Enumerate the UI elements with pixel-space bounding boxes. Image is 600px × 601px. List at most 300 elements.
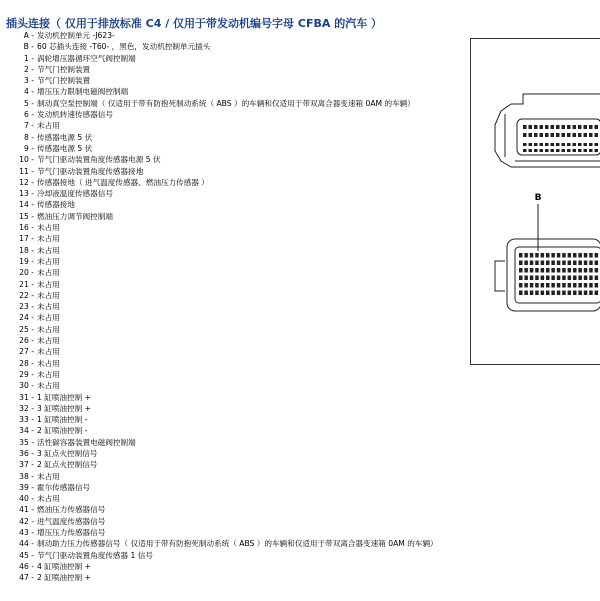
pin-list — [0, 30, 465, 584]
pin-description: 3 缸喷油控制 + — [37, 403, 91, 413]
connector-b-outline — [495, 239, 600, 311]
pin-cell — [551, 283, 555, 288]
pin-cell — [595, 291, 599, 296]
pin-cell — [551, 149, 555, 152]
pin-row — [0, 312, 465, 323]
pin-description: 3 缸点火控制信号 — [37, 448, 98, 458]
pin-cell — [535, 268, 539, 273]
pin-row — [0, 199, 465, 210]
pin-cell — [584, 261, 588, 266]
pin-cell — [519, 283, 523, 288]
pin-number: 17 - — [19, 234, 34, 244]
connector-b-pins — [519, 253, 598, 295]
pin-cell — [551, 268, 555, 273]
pin-cell — [589, 149, 593, 152]
pin-cell — [546, 291, 550, 296]
pin-cell — [551, 291, 555, 296]
pin-description: 增压压力限制电磁阀控制端 — [37, 87, 129, 97]
pin-cell — [556, 149, 560, 152]
pin-description: 未占用 — [37, 336, 60, 346]
pin-number: 44 - — [19, 539, 34, 549]
pin-description: 60 芯插头连接 -T60- ，黑色，发动机控制单元插头 — [37, 42, 211, 52]
pin-cell — [584, 283, 588, 288]
pin-cell — [578, 253, 582, 258]
pin-row — [0, 211, 465, 222]
pin-cell — [573, 133, 577, 137]
pin-row — [0, 414, 465, 425]
pin-row — [0, 267, 465, 278]
pin-cell — [535, 276, 539, 281]
pin-cell — [541, 261, 545, 266]
pin-cell — [530, 276, 534, 281]
pin-row — [0, 538, 465, 549]
pin-cell — [573, 253, 577, 258]
pin-cell — [589, 253, 593, 258]
pin-cell — [530, 291, 534, 296]
pin-cell — [551, 143, 555, 146]
pin-number: 21 - — [19, 279, 34, 289]
pin-description: 涡轮增压器循环空气阀控制端 — [37, 53, 136, 63]
pin-cell — [595, 133, 599, 137]
pin-description: 未占用 — [37, 121, 60, 131]
pin-cell — [578, 261, 582, 266]
pin-description: 未占用 — [37, 324, 60, 334]
page-title: 插头连接（ 仅用于排放标准 C4 / 仅用于带发动机编号字母 CFBA 的汽车 ） — [6, 17, 383, 30]
pin-number: 12 - — [19, 177, 34, 187]
pin-row — [0, 471, 465, 482]
pin-cell — [578, 276, 582, 281]
pin-cell — [578, 149, 582, 152]
pin-cell — [534, 143, 538, 146]
pin-row — [0, 493, 465, 504]
pin-cell — [562, 268, 566, 273]
pin-cell — [573, 291, 577, 296]
pin-cell — [535, 283, 539, 288]
pin-cell — [557, 253, 561, 258]
pin-cell — [573, 149, 577, 152]
pin-row — [0, 256, 465, 267]
pin-row — [0, 403, 465, 414]
pin-cell — [523, 143, 527, 146]
pin-cell — [562, 133, 566, 137]
pin-number: 18 - — [19, 245, 34, 255]
pin-cell — [584, 133, 588, 137]
pin-description: 2 缸喷油控制 - — [37, 426, 88, 436]
pin-cell — [530, 253, 534, 258]
pin-cell — [551, 125, 555, 129]
pin-cell — [568, 268, 572, 273]
pin-row — [0, 369, 465, 380]
pin-number: 13 - — [19, 189, 34, 199]
pin-number: 16 - — [19, 223, 34, 233]
pin-number: 15 - — [19, 211, 34, 221]
pin-cell — [589, 291, 593, 296]
pin-cell — [589, 143, 593, 146]
pin-cell — [589, 261, 593, 266]
pin-row — [0, 346, 465, 357]
pin-number: 9 - — [24, 143, 34, 153]
pin-number: 14 - — [19, 200, 34, 210]
pin-number: 3 - — [24, 76, 34, 86]
pin-cell — [562, 276, 566, 281]
pin-description: 活性碳容器装置电磁阀控制端 — [37, 437, 136, 447]
pin-number: 22 - — [19, 290, 34, 300]
pin-cell — [519, 276, 523, 281]
pin-cell — [589, 276, 593, 281]
pin-cell — [556, 133, 560, 137]
pin-description: 节气门驱动装置角度传感器 1 信号 — [37, 550, 153, 560]
pin-cell — [540, 133, 544, 137]
pin-number: 39 - — [19, 482, 34, 492]
pin-cell — [557, 276, 561, 281]
pin-row — [0, 358, 465, 369]
pin-number: 40 - — [19, 494, 34, 504]
pin-cell — [584, 291, 588, 296]
pin-cell — [519, 291, 523, 296]
pin-cell — [568, 276, 572, 281]
pin-cell — [584, 253, 588, 258]
pin-cell — [584, 149, 588, 152]
pin-row — [0, 30, 465, 41]
pin-number: 43 - — [19, 528, 34, 538]
pin-cell — [551, 261, 555, 266]
pin-cell — [529, 125, 533, 129]
pin-cell — [541, 276, 545, 281]
pin-number: 36 - — [19, 448, 34, 458]
pin-cell — [557, 268, 561, 273]
pin-row — [0, 437, 465, 448]
pin-row — [0, 448, 465, 459]
pin-cell — [534, 125, 538, 129]
pin-cell — [568, 291, 572, 296]
pin-row — [0, 482, 465, 493]
pin-cell — [562, 261, 566, 266]
pin-cell — [529, 133, 533, 137]
pin-description: 进气温度传感器信号 — [37, 516, 106, 526]
pin-number: 2 - — [24, 64, 34, 74]
pin-cell — [573, 283, 577, 288]
pin-number: 37 - — [19, 460, 34, 470]
pin-cell — [584, 143, 588, 146]
pin-description: 未占用 — [37, 347, 60, 357]
pin-cell — [584, 276, 588, 281]
pin-cell — [519, 261, 523, 266]
pin-description: 发动机转速传感器信号 — [37, 110, 113, 120]
pin-description: 未占用 — [37, 234, 60, 244]
pin-cell — [562, 143, 566, 146]
pin-number: B - — [23, 42, 34, 52]
pin-cell — [573, 143, 577, 146]
pin-description: 4 缸喷油控制 + — [37, 561, 91, 571]
pin-row — [0, 64, 465, 75]
pin-description: 未占用 — [37, 358, 60, 368]
pin-row — [0, 425, 465, 436]
pin-cell — [556, 125, 560, 129]
pin-number: 45 - — [19, 550, 34, 560]
pin-cell — [530, 261, 534, 266]
pin-cell — [530, 268, 534, 273]
pin-cell — [534, 133, 538, 137]
pin-description: 未占用 — [37, 268, 60, 278]
pin-description: 节气门控制装置 — [37, 76, 91, 86]
pin-number: 27 - — [19, 347, 34, 357]
pin-number: 46 - — [19, 561, 34, 571]
pin-cell — [535, 261, 539, 266]
pin-row — [0, 109, 465, 120]
pin-number: 7 - — [24, 121, 34, 131]
pin-cell — [551, 276, 555, 281]
pin-cell — [551, 253, 555, 258]
pin-number: 33 - — [19, 415, 34, 425]
pin-cell — [578, 133, 582, 137]
pin-cell — [523, 149, 527, 152]
pin-cell — [546, 261, 550, 266]
pin-cell — [524, 268, 528, 273]
pin-cell — [584, 125, 588, 129]
pin-row — [0, 392, 465, 403]
pin-cell — [584, 268, 588, 273]
pin-cell — [573, 125, 577, 129]
pin-number: 10 - — [19, 155, 34, 165]
pin-number: 32 - — [19, 403, 34, 413]
pin-cell — [541, 283, 545, 288]
pin-number: 38 - — [19, 471, 34, 481]
pin-cell — [546, 283, 550, 288]
pin-number: 23 - — [19, 302, 34, 312]
pin-cell — [540, 149, 544, 152]
pin-description: 1 缸喷油控制 - — [37, 415, 88, 425]
pin-row — [0, 550, 465, 561]
pin-row — [0, 86, 465, 97]
pin-row — [0, 279, 465, 290]
pin-description: 未占用 — [37, 290, 60, 300]
pin-cell — [562, 125, 566, 129]
pin-cell — [535, 291, 539, 296]
pin-cell — [589, 133, 593, 137]
pin-description: 未占用 — [37, 279, 60, 289]
pin-number: A - — [23, 31, 34, 40]
pin-row — [0, 301, 465, 312]
pin-cell — [546, 268, 550, 273]
pin-cell — [595, 125, 599, 129]
pin-number: 41 - — [19, 505, 34, 515]
pin-number: 29 - — [19, 369, 34, 379]
pin-row — [0, 154, 465, 165]
pin-row — [0, 233, 465, 244]
pin-cell — [557, 291, 561, 296]
pin-cell — [568, 261, 572, 266]
pin-cell — [573, 268, 577, 273]
pin-cell — [595, 261, 599, 266]
pin-description: 未占用 — [37, 313, 60, 323]
pin-description: 传感器电源 5 伏 — [37, 143, 93, 153]
pin-row — [0, 41, 465, 52]
pin-description: 制动真空泵控制端（ 仅适用于带有防抱死制动系统（ ABS ）的车辆和仅适用于带双离合器变速箱 0AM 的车辆） — [37, 98, 415, 108]
pin-cell — [524, 261, 528, 266]
connector-figure — [470, 38, 600, 365]
pin-cell — [541, 268, 545, 273]
pin-cell — [535, 253, 539, 258]
pin-cell — [589, 268, 593, 273]
pin-cell — [523, 133, 527, 137]
pin-description: 节气门驱动装置角度传感器电源 5 伏 — [37, 155, 161, 165]
pin-cell — [530, 283, 534, 288]
pin-cell — [529, 143, 533, 146]
pin-row — [0, 132, 465, 143]
pin-row — [0, 53, 465, 64]
pin-cell — [573, 276, 577, 281]
pin-description: 未占用 — [37, 245, 60, 255]
pin-description: 传感器接地（ 进气温度传感器、燃油压力传感器 ） — [37, 177, 209, 187]
pin-description: 发动机控制单元 -J623- — [37, 31, 115, 40]
pin-cell — [595, 276, 599, 281]
pin-description: 传感器接地 — [37, 200, 75, 210]
pin-cell — [557, 283, 561, 288]
pin-description: 燃油压力调节阀控制端 — [37, 211, 113, 221]
pin-cell — [562, 291, 566, 296]
pin-row — [0, 504, 465, 515]
pin-cell — [567, 125, 571, 129]
connector-b-label: B — [534, 193, 542, 203]
pin-cell — [545, 149, 549, 152]
pin-description: 未占用 — [37, 256, 60, 266]
pin-number: 5 - — [24, 98, 34, 108]
control-unit-pins — [523, 125, 598, 152]
pin-cell — [567, 143, 571, 146]
pin-row — [0, 572, 465, 583]
pin-cell — [524, 283, 528, 288]
pin-cell — [546, 276, 550, 281]
pin-description: 1 缸喷油控制 + — [37, 392, 91, 402]
pin-cell — [541, 253, 545, 258]
pin-row — [0, 290, 465, 301]
pin-cell — [524, 291, 528, 296]
pin-cell — [541, 291, 545, 296]
pin-cell — [578, 268, 582, 273]
pin-cell — [545, 125, 549, 129]
pin-cell — [578, 143, 582, 146]
pin-cell — [578, 291, 582, 296]
pin-cell — [568, 283, 572, 288]
pin-cell — [545, 143, 549, 146]
pin-cell — [595, 253, 599, 258]
pin-cell — [562, 149, 566, 152]
pin-row — [0, 335, 465, 346]
pin-cell — [589, 125, 593, 129]
pin-cell — [595, 283, 599, 288]
pin-cell — [523, 125, 527, 129]
pin-description: 燃油压力传感器信号 — [37, 505, 106, 515]
pin-description: 节气门驱动装置角度传感器接地 — [37, 166, 144, 176]
pin-description: 冷却液温度传感器信号 — [37, 189, 113, 199]
pin-cell — [568, 253, 572, 258]
pin-cell — [556, 143, 560, 146]
pin-number: 11 - — [19, 166, 34, 176]
pin-number: 24 - — [19, 313, 34, 323]
pin-number: 28 - — [19, 358, 34, 368]
pin-row — [0, 459, 465, 470]
pin-cell — [573, 261, 577, 266]
pin-number: 26 - — [19, 336, 34, 346]
pin-description: 未占用 — [37, 471, 60, 481]
pin-cell — [529, 149, 533, 152]
pin-description: 2 缸点火控制信号 — [37, 460, 98, 470]
pin-number: 6 - — [24, 110, 34, 120]
pin-row — [0, 120, 465, 131]
pin-row — [0, 177, 465, 188]
pin-row — [0, 188, 465, 199]
pin-cell — [534, 149, 538, 152]
pin-number: 47 - — [19, 573, 34, 583]
pin-description: 2 缸喷油控制 + — [37, 573, 91, 583]
control-unit-outline — [495, 94, 600, 167]
pin-number: 34 - — [19, 426, 34, 436]
pin-row — [0, 516, 465, 527]
pin-row — [0, 245, 465, 256]
pin-description: 未占用 — [37, 369, 60, 379]
pin-number: 30 - — [19, 381, 34, 391]
pin-number: 20 - — [19, 268, 34, 278]
pin-cell — [524, 276, 528, 281]
pin-row — [0, 166, 465, 177]
pin-row — [0, 324, 465, 335]
pin-cell — [551, 133, 555, 137]
pin-cell — [595, 143, 599, 146]
pin-row — [0, 380, 465, 391]
pin-row — [0, 222, 465, 233]
pin-cell — [562, 283, 566, 288]
pin-number: 19 - — [19, 256, 34, 266]
pin-cell — [562, 253, 566, 258]
pin-description: 增压压力传感器信号 — [37, 528, 106, 538]
pin-description: 未占用 — [37, 302, 60, 312]
pin-cell — [595, 268, 599, 273]
pin-number: 8 - — [24, 132, 34, 142]
pin-description: 霍尔传感器信号 — [37, 482, 91, 492]
pin-description: 传感器电源 5 伏 — [37, 132, 93, 142]
pin-cell — [546, 253, 550, 258]
pin-cell — [567, 133, 571, 137]
pin-cell — [524, 253, 528, 258]
pin-number: 42 - — [19, 516, 34, 526]
pin-description: 未占用 — [37, 381, 60, 391]
pin-row — [0, 98, 465, 109]
pin-cell — [595, 149, 599, 152]
pin-description: 未占用 — [37, 223, 60, 233]
pin-cell — [519, 268, 523, 273]
pin-cell — [540, 125, 544, 129]
pin-cell — [589, 283, 593, 288]
pin-number: 31 - — [19, 392, 34, 402]
pin-number: 25 - — [19, 324, 34, 334]
pin-cell — [557, 261, 561, 266]
pin-cell — [578, 125, 582, 129]
pin-cell — [545, 133, 549, 137]
pin-number: 4 - — [24, 87, 34, 97]
pin-description: 制动助力压力传感器信号（ 仅适用于带有防抱死制动系统（ ABS ）的车辆和仅适用于带双离合器变速箱 0AM 的车辆） — [37, 539, 438, 549]
pin-cell — [540, 143, 544, 146]
pin-cell — [519, 253, 523, 258]
connector-drawing — [471, 39, 600, 364]
pin-row — [0, 75, 465, 86]
pin-row — [0, 143, 465, 154]
pin-number: 35 - — [19, 437, 34, 447]
pin-cell — [567, 149, 571, 152]
pin-description: 节气门控制装置 — [37, 64, 91, 74]
pin-number: 1 - — [24, 53, 34, 63]
pin-row — [0, 527, 465, 538]
pin-row — [0, 561, 465, 572]
